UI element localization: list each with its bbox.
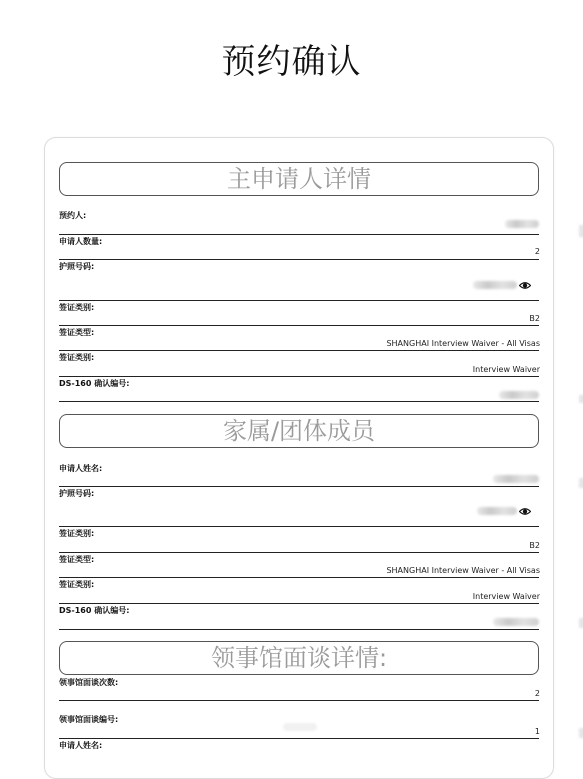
passport-number-redacted (473, 281, 517, 289)
edge-fade (579, 618, 583, 628)
ds160-label: DS-160 确认编号: (59, 606, 130, 615)
divider (59, 325, 539, 326)
applicant-name-label: 申请人姓名: (59, 741, 103, 750)
loading-dots (283, 723, 317, 731)
divider (59, 526, 539, 527)
appointment-holder-redacted (505, 220, 539, 228)
divider (59, 259, 539, 260)
passport-number-label: 护照号码: (59, 262, 95, 271)
divider (59, 629, 539, 630)
divider (59, 350, 539, 351)
divider (59, 700, 539, 701)
interview-count-value: 2 (534, 689, 540, 698)
visa-class-value: Interview Waiver (472, 592, 540, 601)
divider (59, 376, 539, 377)
passport-number-redacted (477, 507, 517, 515)
edge-fade (579, 395, 583, 403)
appointment-holder-label: 预约人: (59, 211, 87, 220)
edge-fade (579, 225, 583, 237)
interview-number-label: 领事馆面谈编号: (59, 715, 119, 724)
applicant-count-value: 2 (534, 247, 540, 256)
divider (59, 577, 539, 578)
page-title: 预约确认 (221, 42, 362, 82)
divider (59, 401, 539, 402)
visa-category-label: 签证类别: (59, 303, 95, 312)
divider (59, 603, 539, 604)
visa-class-label: 签证类别: (59, 580, 95, 589)
passport-number-label: 护照号码: (59, 489, 95, 498)
divider (59, 552, 539, 553)
interview-number-value: 1 (534, 727, 540, 736)
visa-type-value: SHANGHAI Interview Waiver - All Visas (386, 566, 540, 575)
visa-category-value: B2 (529, 314, 540, 323)
ds160-redacted (493, 618, 539, 626)
visa-class-label: 签证类别: (59, 353, 95, 362)
visa-category-value: B2 (529, 541, 540, 550)
consular-interview-header: 领事馆面谈详情: (59, 641, 539, 675)
visa-category-label: 签证类别: (59, 529, 95, 538)
edge-fade (579, 478, 583, 488)
eye-icon[interactable] (519, 507, 531, 516)
applicant-name-label: 申请人姓名: (59, 464, 103, 473)
divider (59, 300, 539, 301)
appointment-confirmation-card (44, 137, 554, 779)
ds160-label: DS-160 确认编号: (59, 379, 130, 388)
edge-fade (579, 728, 583, 738)
ds160-redacted (499, 391, 539, 399)
divider (59, 234, 539, 235)
family-members-header: 家属/团体成员 (59, 414, 539, 448)
interview-count-label: 领事馆面谈次数: (59, 678, 119, 687)
visa-type-value: SHANGHAI Interview Waiver - All Visas (386, 339, 540, 348)
eye-icon[interactable] (519, 281, 531, 290)
divider (59, 738, 539, 739)
primary-applicant-header: 主申请人详情 (59, 162, 539, 196)
applicant-count-label: 申请人数量: (59, 237, 103, 246)
visa-type-label: 签证类型: (59, 328, 95, 337)
divider (59, 486, 539, 487)
visa-class-value: Interview Waiver (472, 365, 540, 374)
applicant-name-redacted (493, 475, 539, 483)
visa-type-label: 签证类型: (59, 555, 95, 564)
